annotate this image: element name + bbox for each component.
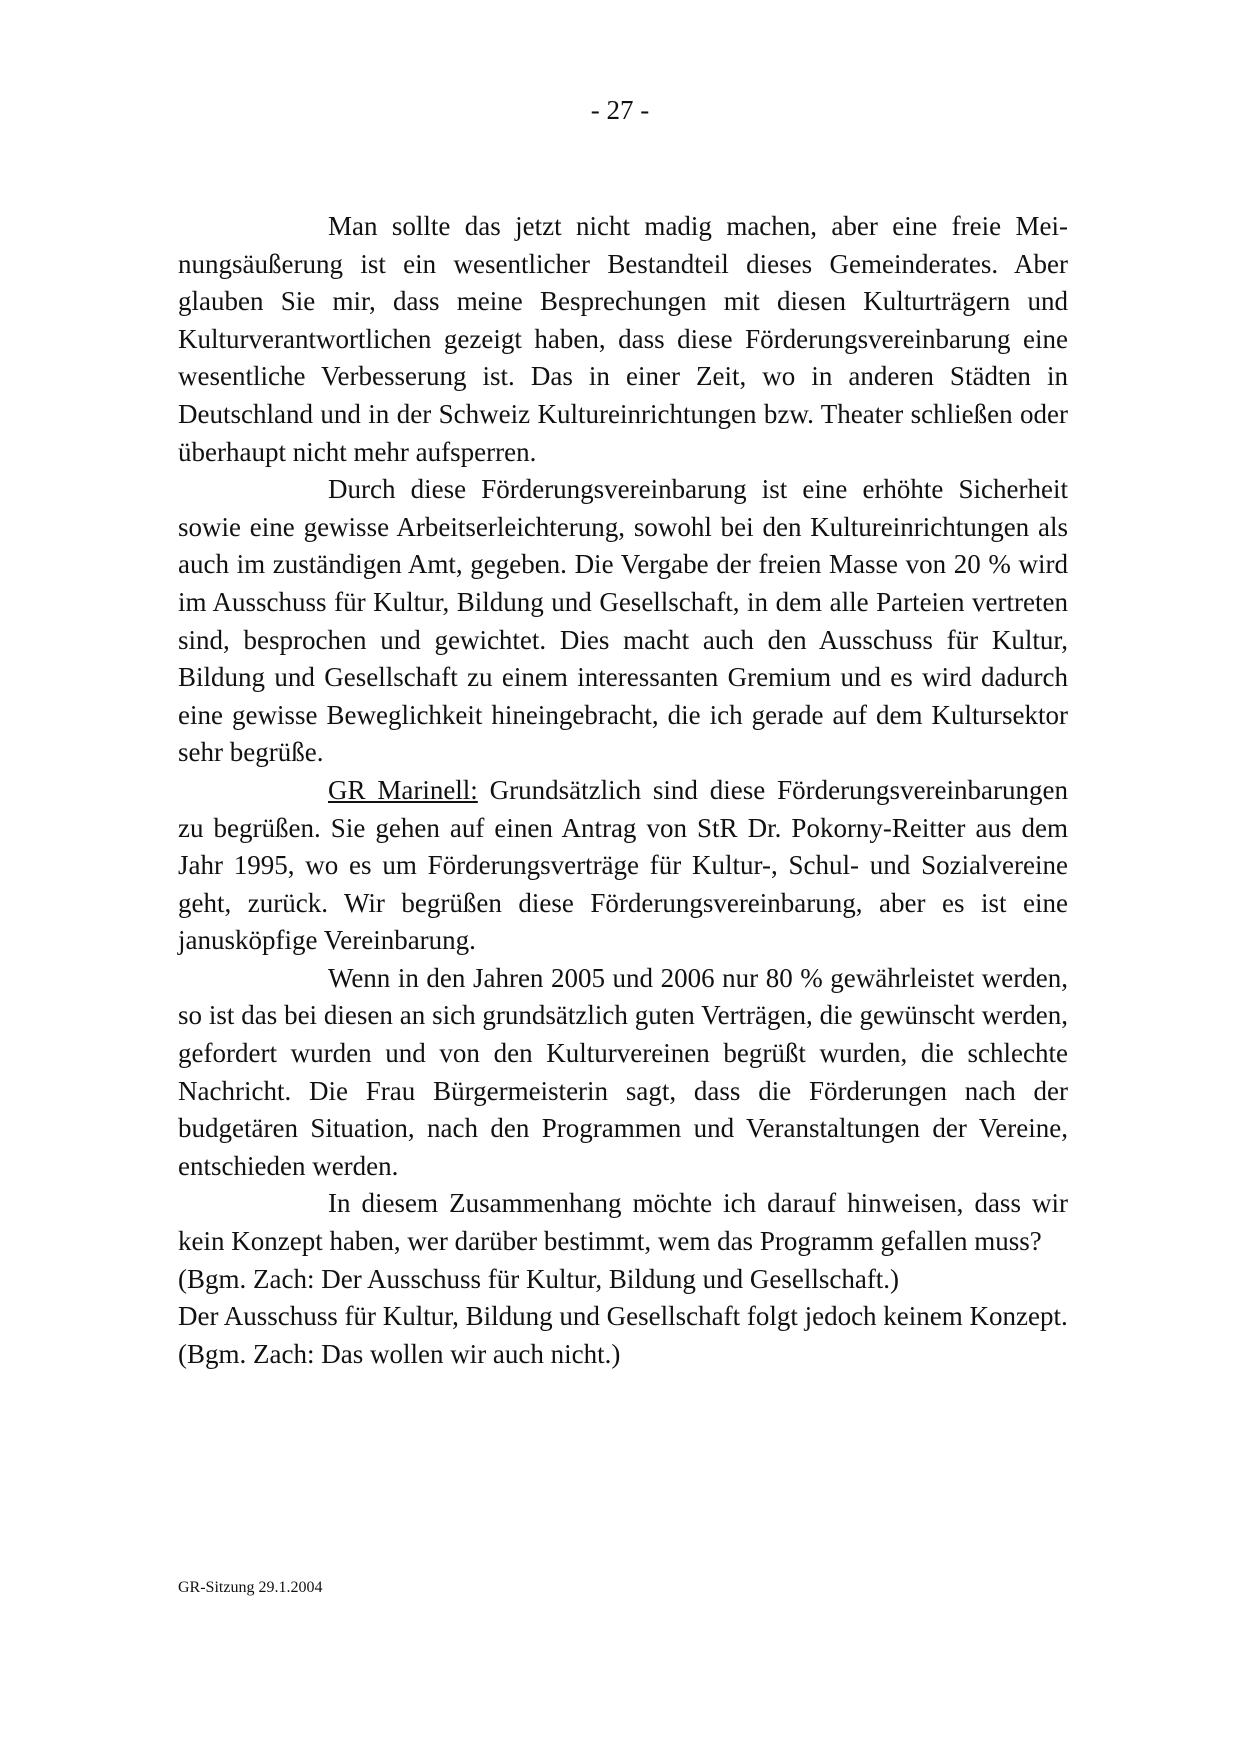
paragraph-4: Wenn in den Jahren 2005 und 2006 nur 80 % gewährleistet werden, so ist das bei diesen an sich grundsätzlich guten Verträgen, die gewünscht werden, gefordert wurden und von den Kulturvereinen begrüßt wurden, die schlechte Nachricht. Die Frau Bürgermeisterin sagt, dass die Förderungen nach der budgetären Situation, nach den Programmen und Veranstaltungen der Vereine, entschieden werden. (178, 962, 1068, 1181)
paragraph-5: In diesem Zusammenhang möchte ich darauf hinweisen, dass wir kein Konzept haben, wer darüber bestimmt, wem das Programm gefallen muss? (178, 1188, 1068, 1257)
document-body (178, 208, 1068, 1373)
paragraph-3 (178, 772, 1068, 960)
paragraph-3-text: Grundsätzlich sind diese Förderungsvereinbarungen zu begrüßen. Sie gehen auf einen Antrag von StR Dr. Pokorny-Reitter aus dem Jahr 1995, wo es um Förderungsverträge für Kultur-, Schul- und Sozialvereine geht, zurück. Wir begrüßen diese Förderungsvereinbarung, aber es ist eine janusköpfige Vereinbarung. (178, 774, 1068, 956)
paragraph-2: Durch diese Förderungsvereinbarung ist eine erhöhte Sicherheit sowie eine gewisse Arbeitserleichterung, sowohl bei den Kultureinrichtungen als auch im zuständigen Amt, gegeben. Die Vergabe der freien Masse von 20 % wird im Ausschuss für Kultur, Bildung und Gesellschaft, in dem alle Parteien vertreten sind, besprochen und gewichtet. Dies macht auch den Ausschuss für Kultur, Bildung und Gesellschaft zu einem interessanten Gremium und es wird dadurch eine gewisse Beweglichkeit hineingebracht, die ich gerade auf dem Kultursektor sehr begrüße. (178, 474, 1068, 768)
paragraph-1: Man sollte das jetzt nicht madig machen, aber eine freie Meinungsäußerung ist ein wesentlicher Bestandteil dieses Gemeinderates. Aber glauben Sie mir, dass meine Besprechungen mit diesen Kulturträgern und Kulturverantwortlichen gezeigt haben, dass diese Förderungsvereinbarung eine wesentliche Verbesserung ist. Das in einer Zeit, wo in anderen Städten in Deutschland und in der Schweiz Kultureinrichtungen bzw. Theater schließen oder überhaupt nicht mehr aufsperren. (178, 211, 1068, 467)
interjection-2: (Bgm. Zach: Das wollen wir auch nicht.) (178, 1338, 621, 1369)
footer-session-label: GR-Sitzung 29.1.2004 (178, 1579, 323, 1596)
paragraph-6: Der Ausschuss für Kultur, Bildung und Gesellschaft folgt jedoch keinem Konzept. (178, 1301, 1068, 1332)
speaker-name: GR Marinell: (328, 774, 478, 805)
interjection-1: (Bgm. Zach: Der Ausschuss für Kultur, Bildung und Gesellschaft.) (178, 1263, 900, 1294)
page-number: - 27 - (590, 95, 650, 125)
